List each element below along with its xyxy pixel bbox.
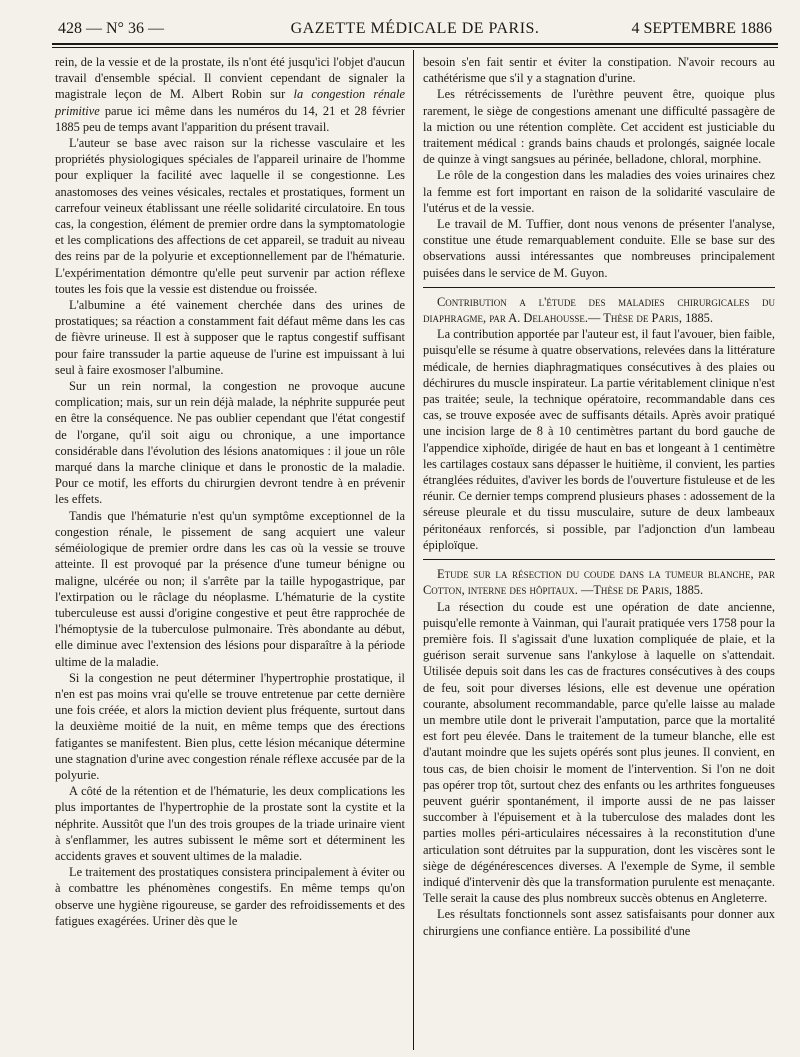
- paragraph: Le rôle de la congestion dans les maladies des voies urinaires chez la femme est fort important en raison de la solidarité vasculaire de l'utérus et de la vessie.: [423, 168, 775, 215]
- paragraph: Sur un rein normal, la congestion ne provoque aucune complication; mais, sur un rein déjà malade, la néphrite suppurée peut en être la conséquence. Ne pas oublier cependant que l'état congestif de l'organe, qu'il soit aigu ou chronique, a une importance considérable dans l'évolution des lésions anatomiques : il joue un rôle marqué dans la marche clinique et dans le pronostic de la maladie. Pour ce motif, les efforts du chirurgien devront tendre à en prévenir les effets.: [55, 379, 405, 507]
- section-separator: [423, 287, 775, 288]
- paragraph: A côté de la rétention et de l'hématurie, les deux complications les plus importantes de l'hypertrophie de la prostate sont la cystite et la néphrite. Aussitôt que l'un des trois groupes de la triade urinaire vient à s'enflammer, les autres subissent le même sort et déterminent les accidents graves et souvent ultimes de la maladie.: [55, 784, 405, 863]
- right-column: [423, 54, 775, 939]
- section-title-diaphragme: Contribution a l'étude des maladies chirurgicales du diaphragme, par A. Delahousse.— Thèse de Paris, 1885.: [423, 294, 775, 326]
- section-title-coude: Etude sur la résection du coude dans la tumeur blanche, par Cotton, interne des hôpitaux. —Thèse de Paris, 1885.: [423, 567, 775, 598]
- page-header: [58, 20, 772, 42]
- section-separator: [423, 559, 775, 560]
- header-rule-thin: [52, 47, 778, 48]
- paragraph-text: rein, de la vessie et de la prostate, ils n'ont été jusqu'ici l'objet d'aucun travail d'ensemble spécial. Il convient cependant de signaler la magistrale leçon de M. Albert Robin sur: [55, 55, 405, 102]
- left-column: [55, 54, 405, 929]
- paragraph: Le traitement des prostatiques consistera principalement à éviter ou à combattre les phénomènes congestifs. En même temps qu'on observe une hygiène rigoureuse, se garder des refroidissements et des fatigues exagérées. Uriner dès que le: [55, 865, 405, 928]
- issue-date: 4 SEPTEMBRE 1886: [631, 20, 772, 37]
- column-divider: [413, 50, 414, 1050]
- paragraph: L'auteur se base avec raison sur la richesse vasculaire et les propriétés physiologiques spéciales de l'appareil urinaire de l'homme pour expliquer la facilité avec laquelle il se congestionne. Les anastomoses des veines vésicales, rectales et prostatiques, forment un carrefour veineux établissant une réelle solidarité circulatoire. En tous cas, la congestion, élément de premier ordre dans la symptomatologie et les complications des affections de cet appareil, se traduit au niveau des reins par de la polyurie et exceptionnellement par de l'hématurie. L'expérimentation démontre qu'elle peut survenir par action réflexe toutes les fois que la vessie est distendue ou froissée.: [55, 136, 405, 296]
- paragraph: Si la congestion ne peut déterminer l'hypertrophie prostatique, il n'en est pas moins vrai qu'elle se trouve entretenue par cette dernière une fois créée, et alors la miction devient plus fréquente, surtout dans la deuxième moitié de la nuit, en même temps que des érections fatigantes se manifestent. Bien plus, cette lésion mécanique détermine une stagnation d'urine avec congestion rénale réflexe accusée par de la polyurie.: [55, 670, 405, 782]
- paragraph: Le travail de M. Tuffier, dont nous venons de présenter l'analyse, constitue une étude remarquablement conduite. Elle se base sur des observations aussi intéressantes que nombreuses principalement puisées dans le service de M. Guyon.: [423, 217, 775, 280]
- issue-number: — N° 36 —: [86, 20, 164, 37]
- emphasized-title: la congestion rénale primitive: [55, 87, 405, 118]
- paragraph: Tandis que l'hématurie n'est qu'un symptôme exceptionnel de la congestion rénale, le pissement de sang acquiert une valeur séméiologique de premier ordre dans les cas où la vessie se trouve atteinte. Il est provoqué par la présence d'une tumeur bénigne ou maligne, ulcérée ou non; il s'arrête par la taille hypogastrique, par l'extirpation ou le râclage du néoplasme. L'hématurie de la cystite tuberculeuse est aussi d'origine congestive et peut être rapprochée de l'hémoptysie de la tuberculose pulmonaire. Très abondante au début, elle diminue avec l'extension des lésions pour disparaître à la période ultime de la maladie.: [55, 508, 405, 669]
- header-rule-thick: [52, 43, 778, 45]
- journal-title: GAZETTE MÉDICALE DE PARIS.: [290, 20, 540, 37]
- paragraph: Les rétrécissements de l'urèthre peuvent être, quoique plus rarement, le siège de congestions amenant une difficulté passagère de la miction ou une rétention complète. Cet accident est justiciable du traitement médical : grands bains chauds et prolongés, saignée locale de quinze à vingt sangsues au périnée, belladone, chloral, morphine.: [423, 87, 775, 167]
- paragraph: La résection du coude est une opération de date ancienne, puisqu'elle remonte à Vainman, qui l'aurait pratiquée vers 1758 pour la première fois. Il s'agissait d'une luxation compliquée de plaie, et la guérison serait survenue sans l'ankylose à laquelle on s'attendait. Utilisée depuis soit dans les cas de fractures consécutives à des coups de feu, soit pour diverses lésions, elle est devenue une opération courante, absolument recommandable, parce qu'elle laisse au malade un membre utile dont le priverait l'amputation, parce que la mortalité est fort peu élevée. Dans le traitement de la tumeur blanche, elle est d'autant moindre que les sujets opérés sont plus jeunes. Il convient, en tous cas, de bien choisir le moment de l'intervention. Si l'on ne doit pas opérer trop tôt, surtout chez des enfants ou les arthrites fongueuses peuvent guérir spontanément, il importe aussi de ne pas laisser succomber à l'épuisement et à la tuberculose des malades dont les parties molles péri-articulaires nécessaires à la reconstitution d'une articulation sont détruites par la suppuration, dont les viscères sont le siège de dégénérescences diverses. A l'exemple de Syme, il semble indiqué d'intervenir dès que la transformation purulente est menaçante. Telle serait la cause des plus nombreux succès obtenus en Angleterre.: [423, 599, 775, 906]
- paragraph: besoin s'en fait sentir et éviter la constipation. N'avoir recours au cathétérisme que s'il y a stagnation d'urine.: [423, 55, 775, 86]
- paragraph-text: parue ici même dans les numéros du 14, 21 et 28 février 1885 peu de temps avant l'apparition du présent travail.: [55, 103, 405, 134]
- paragraph: L'albumine a été vainement cherchée dans des urines de prostatiques; sa réaction a constamment fait défaut même dans les cas de fièvre urineuse. Il est à supposer que le raptus congestif suffisant pour faire transsuder la partie aqueuse de l'urine est impuissant à lui seul à faire exosmoser l'albumine.: [55, 298, 405, 377]
- paragraph: Les résultats fonctionnels sont assez satisfaisants pour donner aux chirurgiens une confiance entière. La possibilité d'une: [423, 907, 775, 938]
- paragraph: [55, 54, 405, 135]
- paragraph: La contribution apportée par l'auteur est, il faut l'avouer, bien faible, puisqu'elle se résume à quatre observations, relevées dans la littérature médicale, de hernies diaphragmatiques consécutives à des plaies ou déchirures du muscle inspirateur. La partie véritablement clinique n'est pas traitée; seule, la technique opératoire, recommandable dans ces cas, se trouve exposée avec de suffisants détails. Après avoir pratiqué une incision large de 8 à 10 centimètres partant du bord gauche de l'appendice xiphoïde, dirigée de haut en bas et longeant à 1 centimètre les cartilages costaux sans dépasser le huitième, il convient, les parties étranglées réduites, d'aviver les bords de l'ouverture fistuleuse et de les réunir. Ce dernier temps comprend plusieurs phases : adossement de la séreuse pleurale et du tissu musculaire, suture de deux lambeaux péritonéaux renforcés, si possible, par l'adjonction d'un lambeau épiploïque.: [423, 327, 775, 552]
- page-number: 428: [58, 20, 82, 37]
